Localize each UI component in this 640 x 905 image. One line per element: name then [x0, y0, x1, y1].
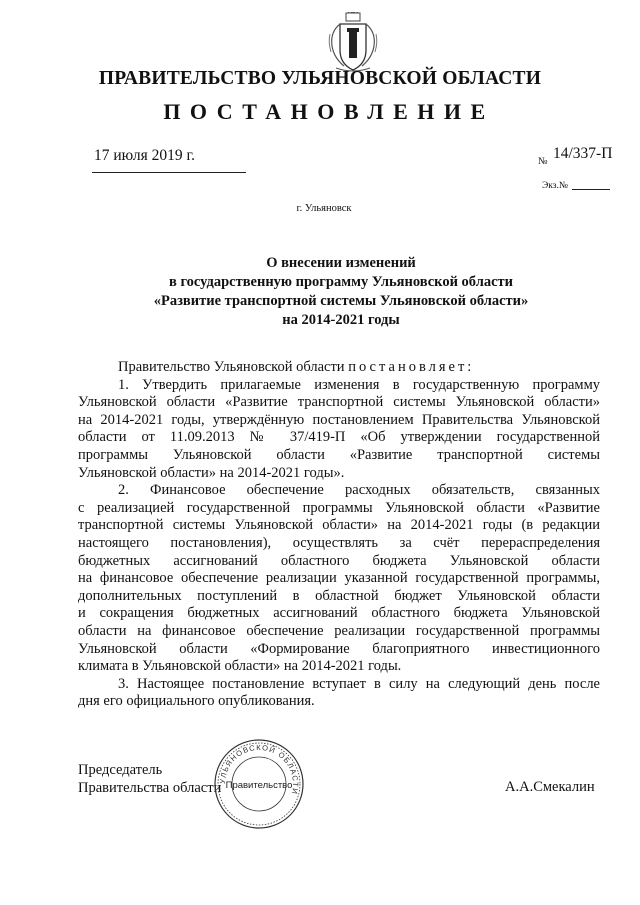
body-line: транспортной системы Ульяновской области» на 2014-2021 годы (в редакции: [78, 517, 600, 534]
document-date: 17 июля 2019 г.: [94, 147, 195, 164]
number-sign: №: [538, 156, 548, 167]
body-line: на 2014-2021 годы, утверждённую постановлением Правительства Ульяновской: [78, 411, 600, 428]
document-subject: [0, 254, 640, 330]
body-line: 1. Утвердить прилагаемые изменения в государственную программу: [118, 376, 600, 393]
body-line: климата в Ульяновской области» на 2014-2021 годы.: [78, 658, 402, 675]
body-line: Ульяновской области «Развитие транспортной системы Ульяновской области»: [78, 394, 600, 411]
body-intro: [78, 359, 600, 377]
body-line: области от 11.09.2013 № 37/419-П «Об утверждении государственной: [78, 429, 600, 446]
government-title: ПРАВИТЕЛЬСТВО УЛЬЯНОВСКОЙ ОБЛАСТИ: [98, 68, 542, 89]
seal-ring-text: УЛЬЯНОВСКОЙ ОБЛАСТИ: [217, 742, 301, 796]
body-line: Ульяновской области» на 2014-2021 годы».: [78, 464, 345, 481]
intro-verb: постановляет:: [348, 359, 475, 375]
signatory-role-line: Председатель: [78, 762, 163, 778]
official-seal-stamp: [213, 738, 305, 830]
subject-line: «Развитие транспортной системы Ульяновской области»: [153, 293, 529, 309]
body-line: дополнительных поступлений в областной бюджет Ульяновской области: [78, 587, 600, 604]
body-line: 2. Финансовое обеспечение расходных обязательств, связанных: [118, 482, 600, 499]
body-line: бюджетных ассигнований областного бюджета Ульяновской области: [78, 552, 600, 569]
copy-number-label: Экз.№: [542, 181, 568, 191]
document-number: 14/337-П: [553, 145, 613, 162]
signatory-role-line: Правительства области: [78, 780, 222, 796]
copy-number-underline: [572, 189, 610, 190]
body-line: Ульяновской области «Формирование благоприятного инвестиционного: [78, 640, 600, 657]
city-name: г. Ульяновск: [296, 203, 352, 214]
body-line: и сокращения бюджетных ассигнований областного бюджета Ульяновской: [78, 605, 600, 622]
signatory-name: А.А.Смекалин: [505, 779, 595, 795]
body-line: дня его официального опубликования.: [78, 693, 315, 710]
subject-line: на 2014-2021 годы: [282, 312, 400, 328]
body-line: программы Ульяновской области «Развитие транспортной системы: [78, 446, 600, 463]
subject-line: в государственную программу Ульяновской области: [168, 274, 513, 290]
signatory-role: [78, 761, 221, 797]
body-line: 3. Настоящее постановление вступает в силу на следующий день после: [118, 675, 600, 692]
document-type-title: ПОСТАНОВЛЕНИЕ: [163, 99, 495, 124]
subject-line: О внесении изменений: [266, 255, 416, 271]
intro-subject: Правительство Ульяновской области: [118, 359, 345, 375]
body-line: настоящего постановления), осуществлять за счёт перераспределения: [78, 534, 600, 551]
body-line: области на финансовое обеспечение реализации государственной программы: [78, 622, 600, 639]
coat-of-arms-emblem: [326, 12, 380, 74]
document-body: [78, 359, 600, 711]
date-underline: [92, 172, 246, 173]
seal-center-text: Правительство: [225, 780, 293, 791]
body-line: с реализацией государственной программы Ульяновской области «Развитие: [78, 499, 600, 516]
body-line: на финансовое обеспечение реализации указанной государственной программы,: [78, 570, 600, 587]
